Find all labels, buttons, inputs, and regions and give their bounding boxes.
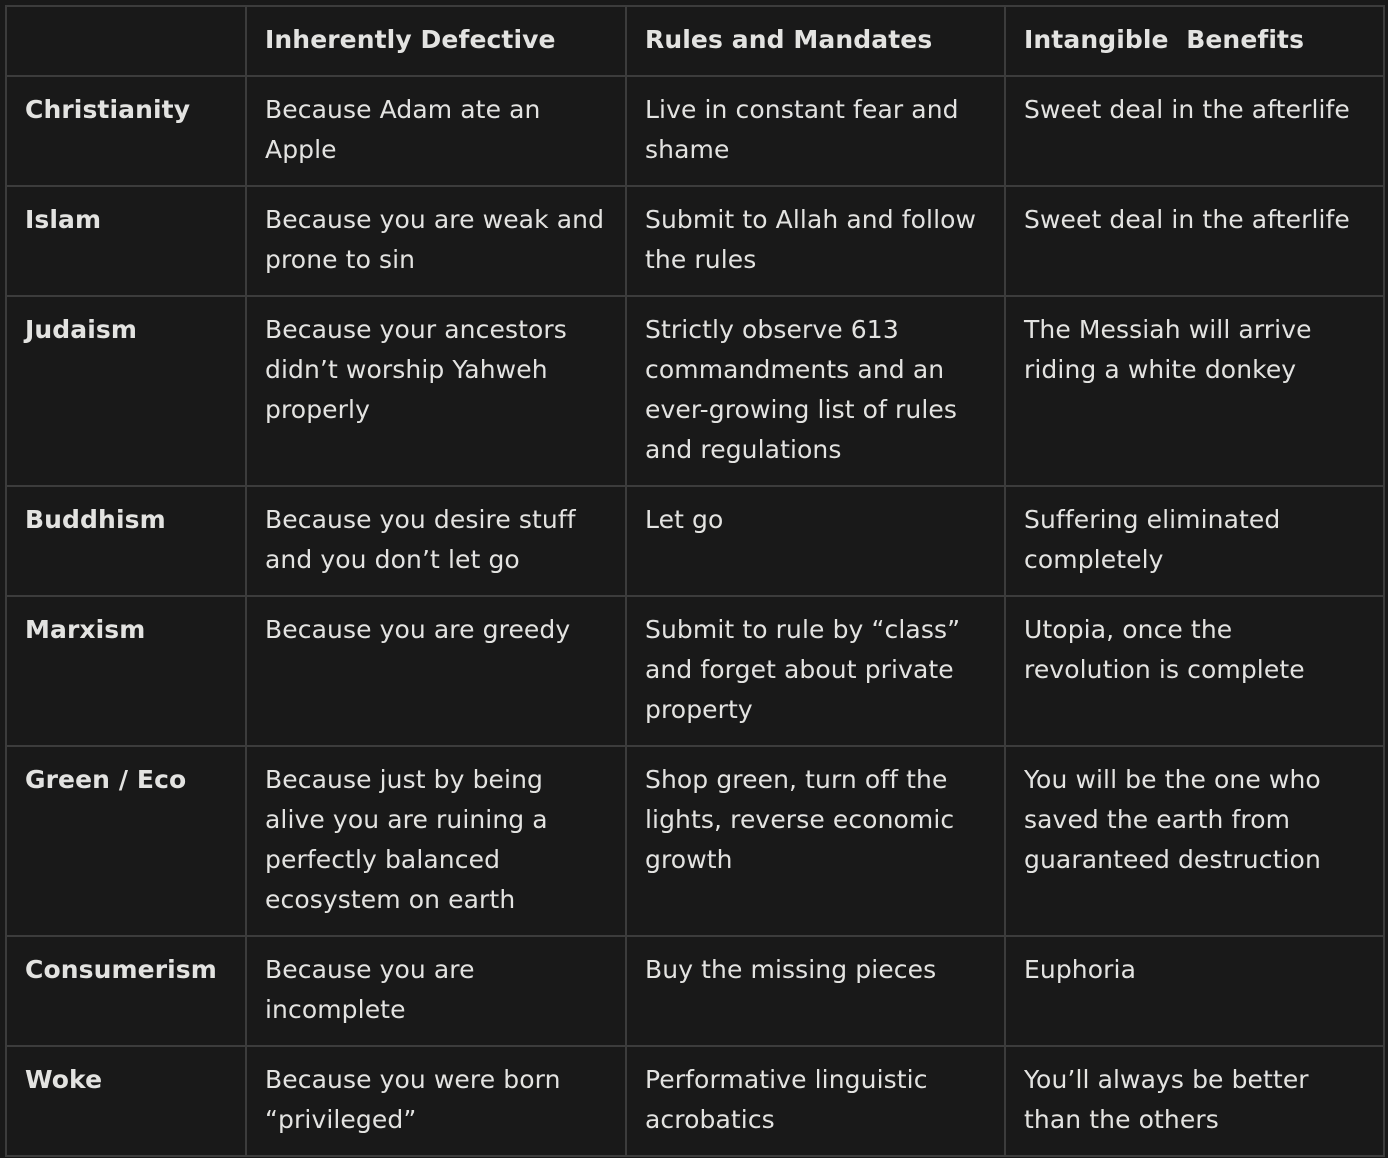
benefits-cell[interactable]: Sweet deal in the afterlife xyxy=(1005,186,1384,296)
header-cell-intangible-benefits[interactable]: Intangible Benefits xyxy=(1005,6,1384,76)
defective-cell[interactable]: Because just by being alive you are ruining a perfectly balanced ecosystem on earth xyxy=(246,746,626,936)
rules-cell[interactable]: Let go xyxy=(626,486,1005,596)
row-label-cell[interactable]: Judaism xyxy=(6,296,246,486)
rules-cell[interactable]: Live in constant fear and shame xyxy=(626,76,1005,186)
header-cell-rules-and-mandates[interactable]: Rules and Mandates xyxy=(626,6,1005,76)
table-row xyxy=(6,486,1384,596)
table-row xyxy=(6,296,1384,486)
rules-cell[interactable]: Shop green, turn off the lights, reverse economic growth xyxy=(626,746,1005,936)
row-label-cell[interactable]: Buddhism xyxy=(6,486,246,596)
defective-cell[interactable]: Because you are incomplete xyxy=(246,936,626,1046)
row-label-cell[interactable]: Islam xyxy=(6,186,246,296)
row-label-cell[interactable]: Consumerism xyxy=(6,936,246,1046)
table-header-row xyxy=(6,6,1384,76)
defective-cell[interactable]: Because Adam ate an Apple xyxy=(246,76,626,186)
table-row xyxy=(6,186,1384,296)
benefits-cell[interactable]: Sweet deal in the afterlife xyxy=(1005,76,1384,186)
benefits-cell[interactable]: Utopia, once the revolution is complete xyxy=(1005,596,1384,746)
table-row xyxy=(6,746,1384,936)
table-row xyxy=(6,936,1384,1046)
table-row xyxy=(6,76,1384,186)
rules-cell[interactable]: Strictly observe 613 commandments and an ever-growing list of rules and regulations xyxy=(626,296,1005,486)
comparison-table xyxy=(5,5,1385,1157)
row-label-cell[interactable]: Christianity xyxy=(6,76,246,186)
row-label-cell[interactable]: Marxism xyxy=(6,596,246,746)
defective-cell[interactable]: Because you were born “privileged” xyxy=(246,1046,626,1156)
rules-cell[interactable]: Submit to rule by “class” and forget about private property xyxy=(626,596,1005,746)
row-label-cell[interactable]: Green / Eco xyxy=(6,746,246,936)
defective-cell[interactable]: Because you are weak and prone to sin xyxy=(246,186,626,296)
header-cell-corner[interactable] xyxy=(6,6,246,76)
defective-cell[interactable]: Because you desire stuff and you don’t let go xyxy=(246,486,626,596)
benefits-cell[interactable]: Suffering eliminated completely xyxy=(1005,486,1384,596)
benefits-cell[interactable]: You’ll always be better than the others xyxy=(1005,1046,1384,1156)
rules-cell[interactable]: Submit to Allah and follow the rules xyxy=(626,186,1005,296)
benefits-cell[interactable]: Euphoria xyxy=(1005,936,1384,1046)
rules-cell[interactable]: Performative linguistic acrobatics xyxy=(626,1046,1005,1156)
comparison-table-container xyxy=(5,5,1385,1157)
rules-cell[interactable]: Buy the missing pieces xyxy=(626,936,1005,1046)
defective-cell[interactable]: Because you are greedy xyxy=(246,596,626,746)
table-row xyxy=(6,1046,1384,1156)
header-cell-inherently-defective[interactable]: Inherently Defective xyxy=(246,6,626,76)
defective-cell[interactable]: Because your ancestors didn’t worship Yahweh properly xyxy=(246,296,626,486)
benefits-cell[interactable]: You will be the one who saved the earth from guaranteed destruction xyxy=(1005,746,1384,936)
benefits-cell[interactable]: The Messiah will arrive riding a white donkey xyxy=(1005,296,1384,486)
table-row xyxy=(6,596,1384,746)
row-label-cell[interactable]: Woke xyxy=(6,1046,246,1156)
